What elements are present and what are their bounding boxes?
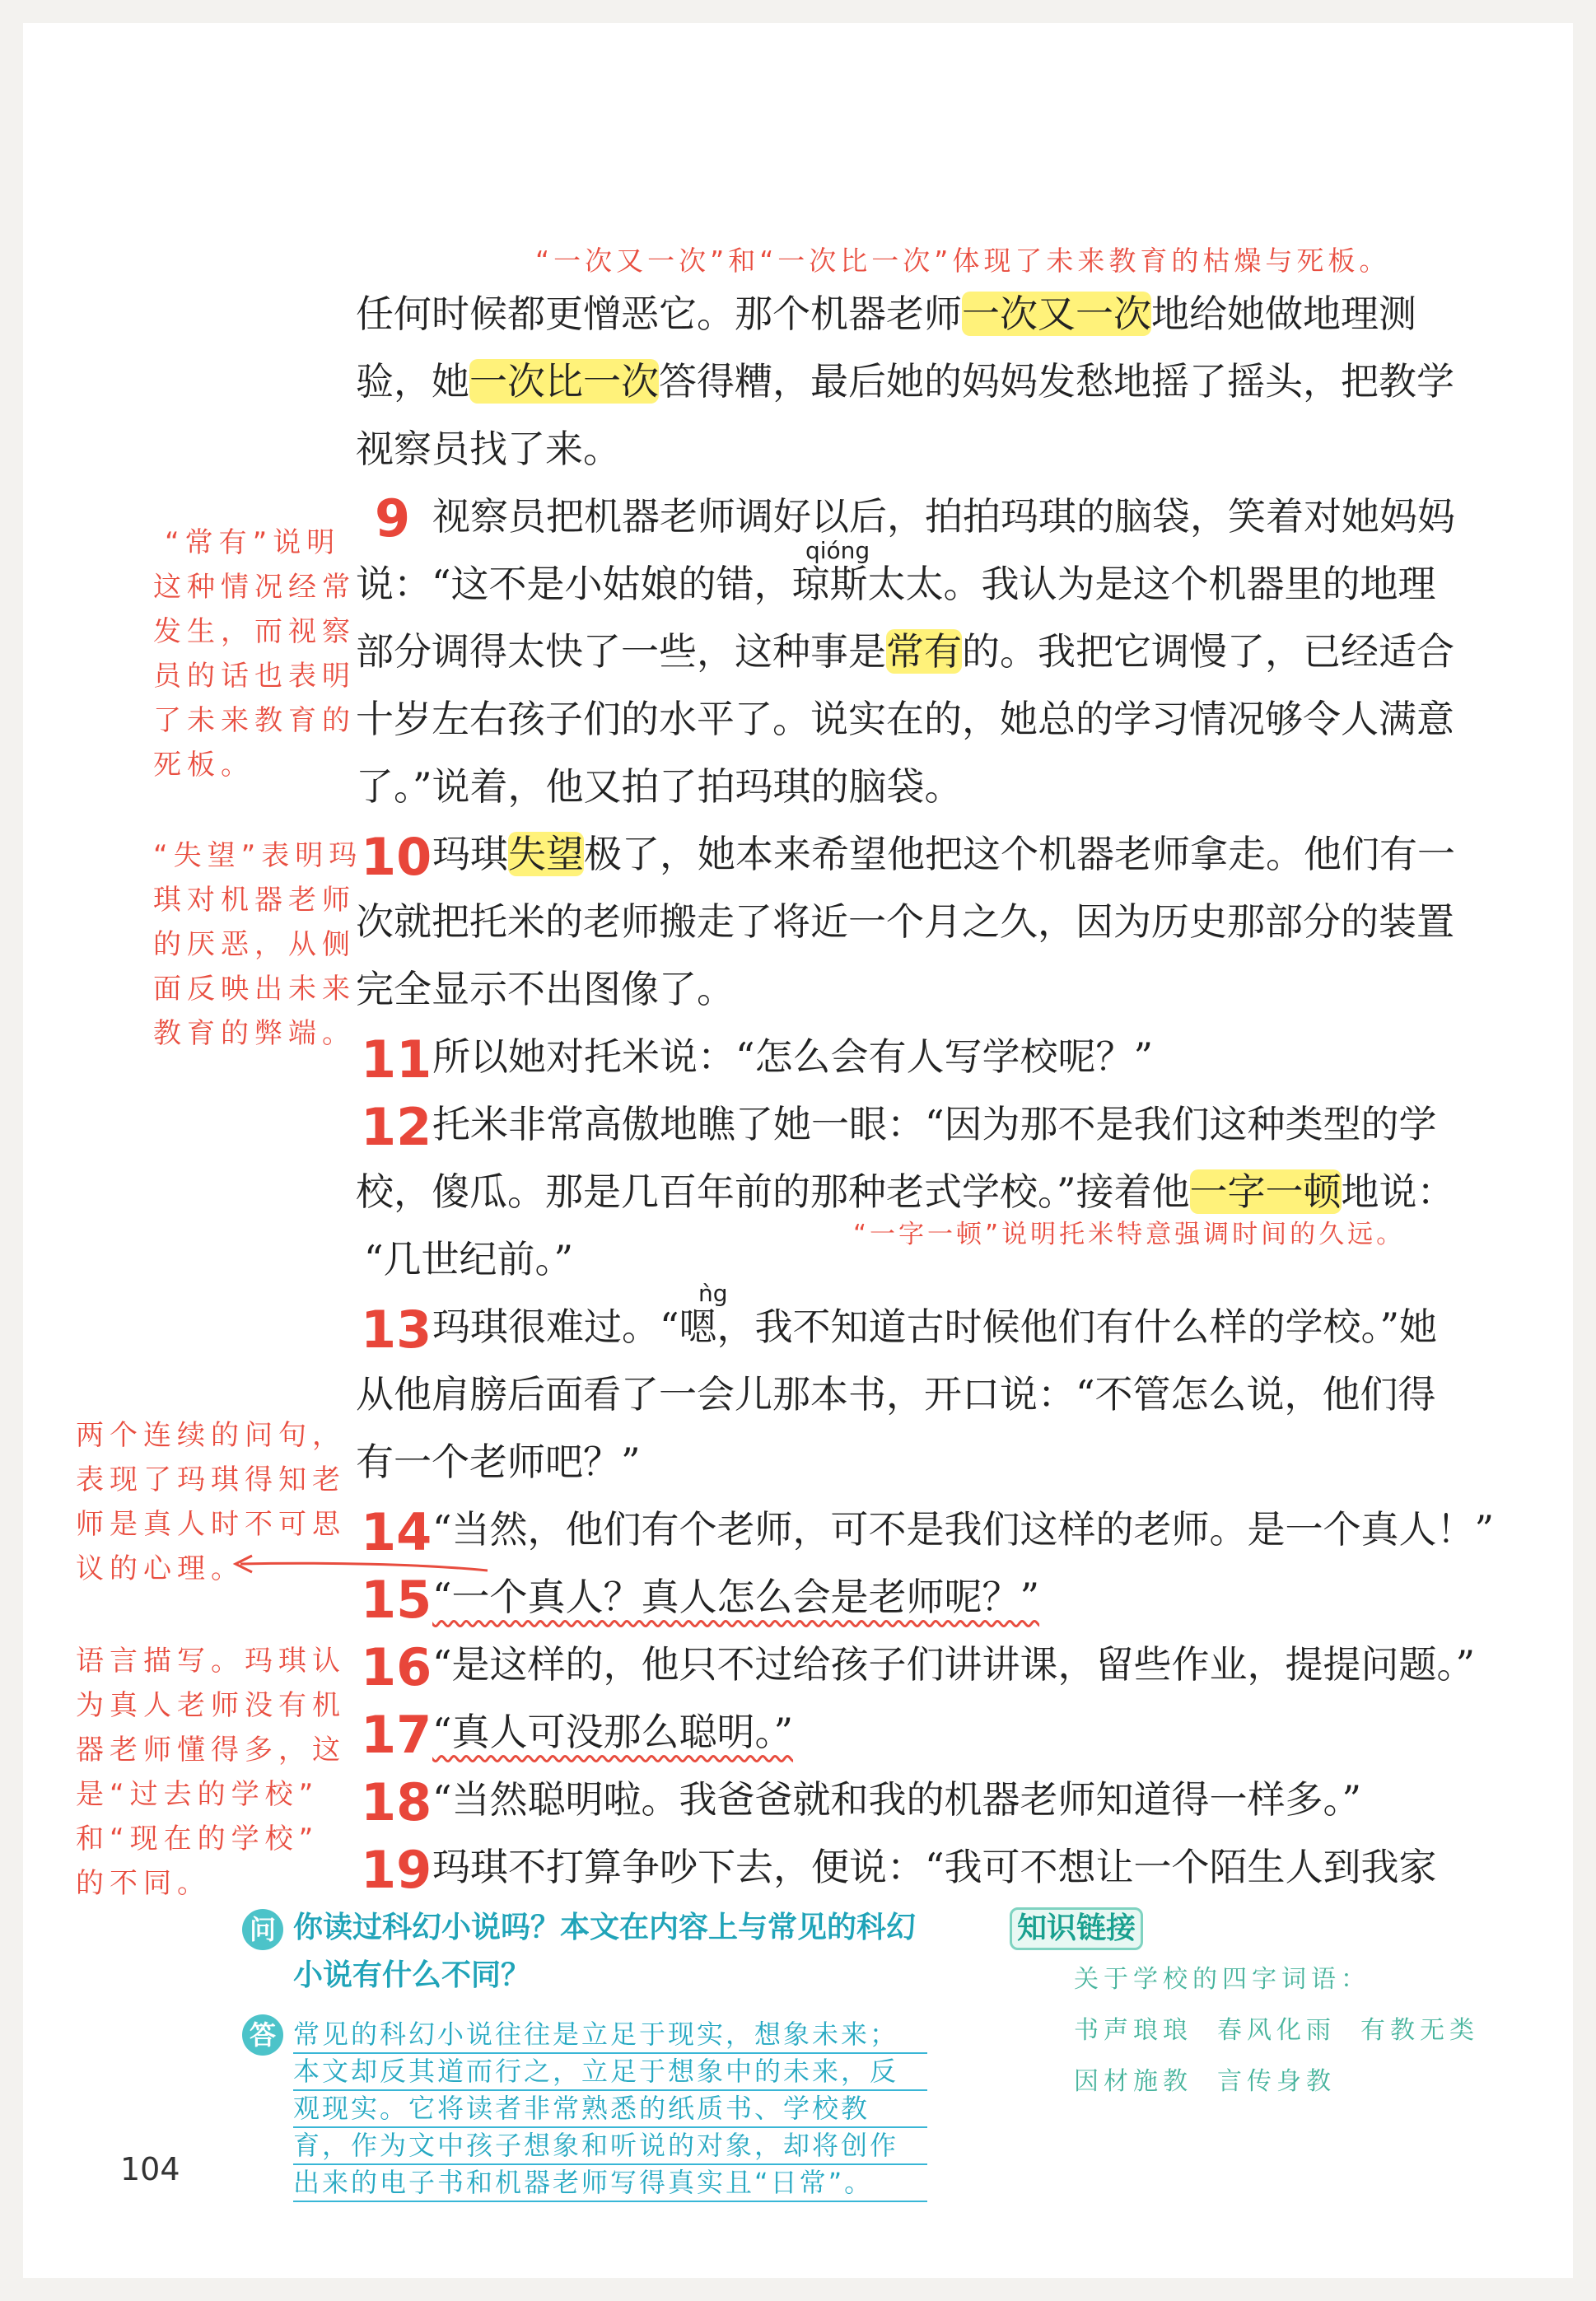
paragraph-number-18: 18 bbox=[361, 1772, 432, 1832]
p13-line-1: 玛琪很难过。“嗯，我不知道古时候他们有什么样的学校。”她 bbox=[432, 1305, 1438, 1349]
highlight: 一字一顿 bbox=[1189, 1169, 1342, 1214]
p9-line-3 bbox=[356, 628, 1454, 674]
answer-line: 观现实。它将读者非常熟悉的纸质书、学校教 bbox=[293, 2090, 927, 2128]
side-note-line: 这种情况经常 bbox=[153, 571, 356, 604]
side-note-line: 表现了玛琪得知老 bbox=[76, 1463, 346, 1496]
paragraph-number-9: 9 bbox=[375, 488, 411, 548]
knowledge-subtitle: 关于学校的四字词语： bbox=[1074, 1965, 1370, 1994]
text: 极了，她本来希望他把这个机器老师拿走。他们有一 bbox=[584, 832, 1455, 876]
p10-line-3: 完全显示不出图像了。 bbox=[356, 967, 735, 1011]
wavy-underlined-text: “真人可没那么聪明。” bbox=[432, 1710, 794, 1754]
paragraph-number-15: 15 bbox=[361, 1570, 432, 1630]
p9-line-5: 了。”说着，他又拍了拍玛琪的脑袋。 bbox=[356, 764, 963, 809]
paragraph-number-10: 10 bbox=[361, 827, 432, 887]
idiom: 书声琅琅 bbox=[1074, 2016, 1192, 2045]
intro-line-2 bbox=[356, 358, 1454, 404]
p15-line-1 bbox=[432, 1574, 1039, 1620]
paragraph-number-13: 13 bbox=[361, 1300, 432, 1360]
intro-line-3: 视察员找了来。 bbox=[356, 427, 621, 471]
page-number: 104 bbox=[120, 2151, 180, 2187]
question-line-2: 小说有什么不同？ bbox=[293, 1958, 531, 1992]
answer-line: 育，作为文中孩子想象和听说的对象，却将创作 bbox=[293, 2127, 927, 2165]
p16-line-1: “是这样的，他只不过给孩子们讲讲课，留些作业，提提问题。” bbox=[432, 1642, 1476, 1687]
p19-line-1: 玛琪不打算争吵下去，便说：“我可不想让一个陌生人到我家 bbox=[432, 1845, 1437, 1889]
paragraph-number-11: 11 bbox=[361, 1029, 432, 1090]
side-note-line: 了未来教育的 bbox=[153, 704, 356, 737]
side-note-line: 为真人老师没有机 bbox=[76, 1689, 346, 1722]
side-note-line: 的不同。 bbox=[76, 1867, 211, 1900]
text: 部分调得太快了一些，这种事是 bbox=[356, 629, 886, 674]
knowledge-link-title: 知识链接 bbox=[1010, 1907, 1143, 1950]
side-note-line: 议的心理。 bbox=[76, 1552, 245, 1585]
side-note-line: 两个连续的问句， bbox=[76, 1419, 346, 1452]
idiom: 有教无类 bbox=[1360, 2016, 1479, 2045]
p10-line-1 bbox=[432, 831, 1455, 877]
p13-line-2: 从他肩膀后面看了一会儿那本书，开口说：“不管怎么说，他们得 bbox=[356, 1372, 1436, 1417]
p17-line-1 bbox=[432, 1709, 793, 1755]
text: 验，她 bbox=[356, 359, 469, 404]
paragraph-number-19: 19 bbox=[361, 1840, 432, 1900]
p12-line-3: “几世纪前。” bbox=[364, 1237, 574, 1281]
side-note-line: 语言描写。玛琪认 bbox=[76, 1645, 346, 1678]
side-note-line: 教育的弊端。 bbox=[153, 1017, 356, 1050]
p12-line-2 bbox=[356, 1169, 1455, 1215]
highlight: 一次又一次 bbox=[962, 292, 1151, 336]
side-note-line: 员的话也表明 bbox=[153, 660, 356, 693]
highlight: 失望 bbox=[508, 832, 584, 876]
side-note-line: 和“现在的学校” bbox=[76, 1823, 320, 1855]
p9-line-4: 十岁左右孩子们的水平了。说实在的，她总的学习情况够令人满意 bbox=[356, 697, 1454, 741]
p9-line-1: 视察员把机器老师调好以后，拍拍玛琪的脑袋，笑着对她妈妈 bbox=[432, 494, 1455, 539]
text: 的。我把它调慢了，已经适合 bbox=[962, 629, 1454, 674]
paragraph-number-17: 17 bbox=[361, 1705, 432, 1765]
idiom: 言传身教 bbox=[1217, 2067, 1336, 2096]
text: 校，傻瓜。那是几百年前的那种老式学校。”接着他 bbox=[356, 1169, 1190, 1214]
side-note-line: “失望”表明玛 bbox=[153, 839, 363, 872]
pinyin-annotation: ǹg bbox=[698, 1280, 728, 1307]
side-note-line: 的厌恶，从侧 bbox=[153, 928, 356, 961]
text: 任何时候都更憎恶它。那个机器老师 bbox=[356, 292, 962, 336]
p14-line-1: “当然，他们有个老师，可不是我们这样的老师。是一个真人！” bbox=[432, 1507, 1495, 1552]
side-note-line: 师是真人时不可思 bbox=[76, 1508, 346, 1541]
text: 答得糟，最后她的妈妈发愁地摇了摇头，把教学 bbox=[659, 359, 1454, 404]
p18-line-1: “当然聪明啦。我爸爸就和我的机器老师知道得一样多。” bbox=[432, 1777, 1362, 1822]
paragraph-number-14: 14 bbox=[361, 1502, 432, 1562]
paragraph-number-12: 12 bbox=[361, 1097, 432, 1157]
idiom: 因材施教 bbox=[1074, 2067, 1192, 2096]
text: 玛琪 bbox=[432, 832, 508, 876]
pinyin-annotation: qióng bbox=[805, 537, 870, 564]
question-line-1: 你读过科幻小说吗？本文在内容上与常见的科幻 bbox=[293, 1911, 917, 1944]
wavy-underlined-text: “一个真人？真人怎么会是老师呢？” bbox=[432, 1575, 1040, 1619]
side-note-line: 面反映出未来 bbox=[153, 973, 356, 1006]
side-note-line: 死板。 bbox=[153, 749, 254, 782]
answer-line: 出来的电子书和机器老师写得真实且“日常”。 bbox=[293, 2164, 927, 2202]
p12-annotation: “一字一顿”说明托米特意强调时间的久远。 bbox=[853, 1220, 1406, 1249]
answer-line: 本文却反其道而行之，立足于想象中的未来，反 bbox=[293, 2053, 927, 2091]
highlight: 一次比一次 bbox=[469, 359, 659, 404]
idiom: 春风化雨 bbox=[1217, 2016, 1336, 2045]
question-badge: 问 bbox=[242, 1909, 283, 1950]
side-note-line: 器老师懂得多，这 bbox=[76, 1734, 346, 1767]
p9-line-2: 说：“这不是小姑娘的错，琼斯太太。我认为是这个机器里的地理 bbox=[356, 562, 1436, 606]
intro-line-1 bbox=[356, 291, 1416, 337]
answer-badge: 答 bbox=[242, 2014, 283, 2056]
p13-line-3: 有一个老师吧？” bbox=[356, 1440, 641, 1484]
side-note-line: 发生，而视察 bbox=[153, 615, 356, 648]
side-note-line: 琪对机器老师 bbox=[153, 884, 356, 917]
highlight: 常有 bbox=[886, 629, 962, 674]
text: 地说： bbox=[1341, 1169, 1455, 1214]
p12-line-1: 托米非常高傲地瞧了她一眼：“因为那不是我们这种类型的学 bbox=[432, 1102, 1437, 1146]
answer-line: 常见的科幻小说往往是立足于现实，想象未来； bbox=[293, 2016, 927, 2054]
side-note-line: “常有”说明 bbox=[165, 526, 341, 559]
top-annotation: “一次又一次”和“一次比一次”体现了未来教育的枯燥与死板。 bbox=[535, 245, 1391, 277]
p10-line-2: 次就把托米的老师搬走了将近一个月之久，因为历史那部分的装置 bbox=[356, 899, 1454, 944]
paragraph-number-16: 16 bbox=[361, 1637, 432, 1697]
p11-line-1: 所以她对托米说：“怎么会有人写学校呢？” bbox=[432, 1034, 1154, 1079]
side-note-line: 是“过去的学校” bbox=[76, 1778, 320, 1811]
text: 地给她做地理测 bbox=[1151, 292, 1416, 336]
